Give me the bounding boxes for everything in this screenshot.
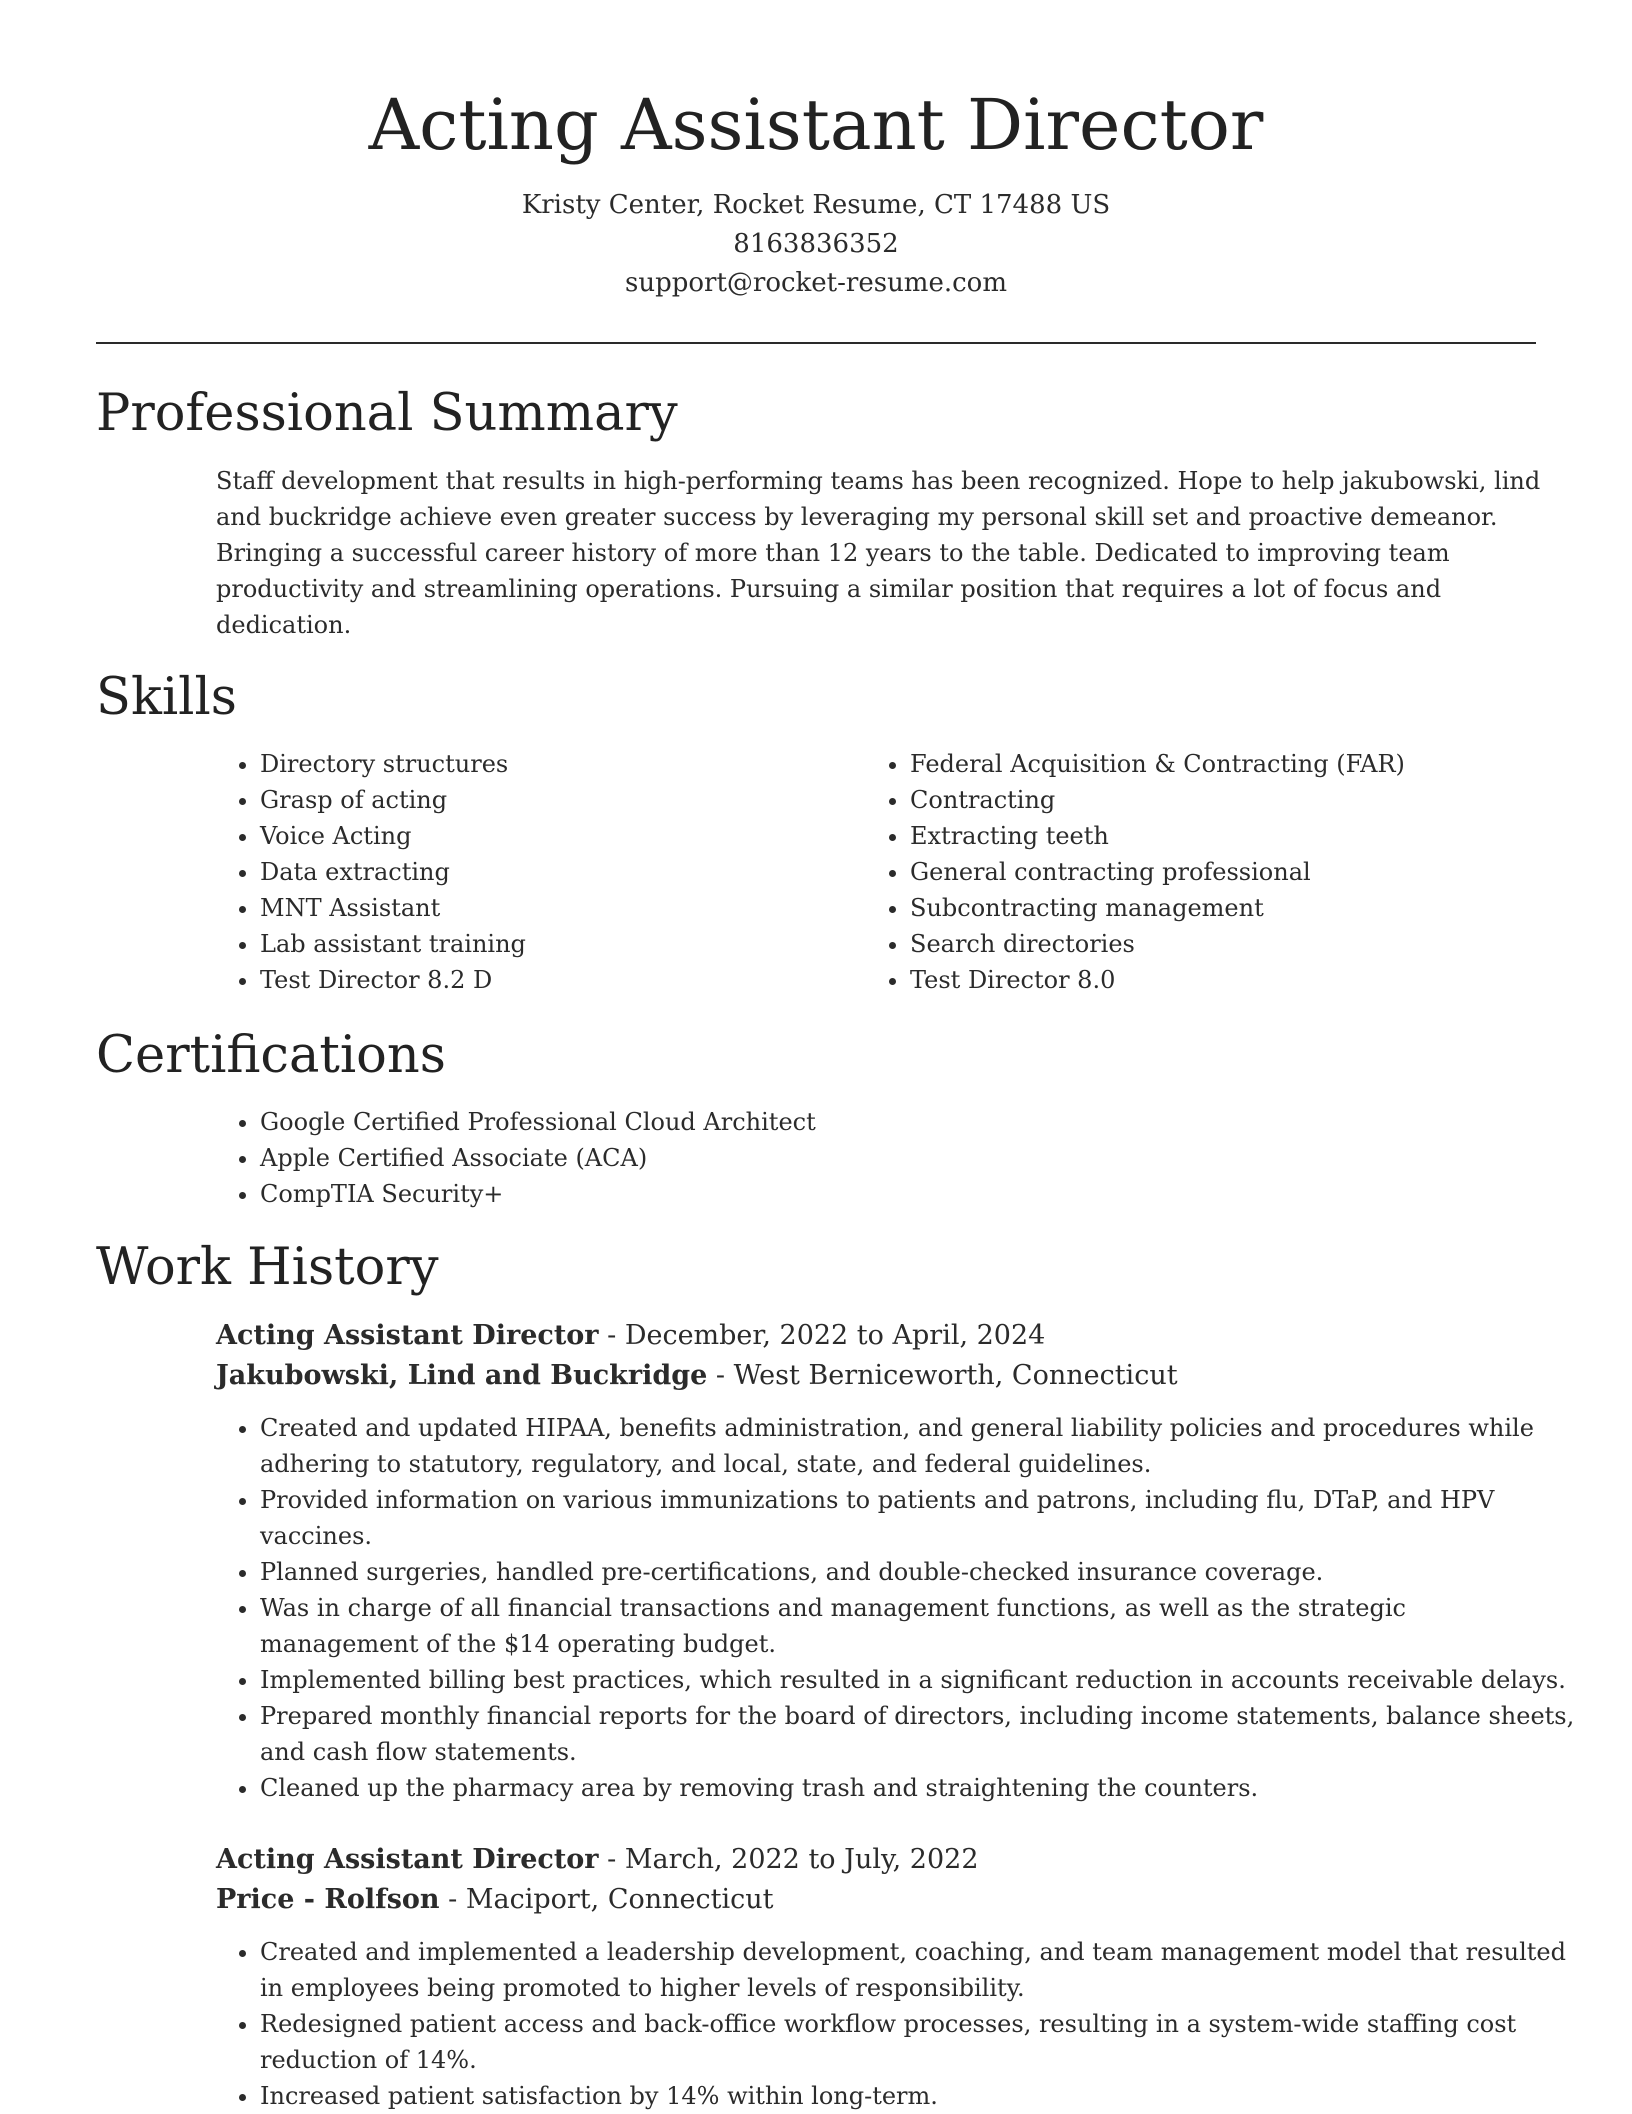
summary-text <box>216 463 1541 643</box>
job-title-line <box>216 1840 979 1880</box>
skills-list-right <box>866 746 1405 998</box>
job-company-line <box>216 1356 1178 1396</box>
summary-line: Bringing a successful career history of more than 12 years to the table. Dedicated to improving team <box>216 539 1450 567</box>
skill-item: • Subcontracting management <box>910 890 1405 926</box>
skills-heading: Skills <box>96 668 237 727</box>
job-company-line <box>216 1880 773 1920</box>
skill-item: • Contracting <box>910 782 1405 818</box>
skill-item: • Test Director 8.2 D <box>260 962 526 998</box>
job-dates: - December, 2022 to April, 2024 <box>598 1320 1046 1351</box>
skills-list-left <box>216 746 526 998</box>
job-location: - Maciport, Connecticut <box>439 1884 774 1915</box>
certifications-list <box>216 1104 816 1212</box>
contact-address: Kristy Center, Rocket Resume, CT 17488 US <box>521 190 1111 220</box>
job-role: Acting Assistant Director <box>216 1320 599 1351</box>
contact-phone: 8163836352 <box>733 229 899 259</box>
job-bullet: • Prepared monthly financial reports for the board of directors, including income statements, balance sheets, and cash flow statements. <box>260 1698 1580 1770</box>
skill-item: • MNT Assistant <box>260 890 526 926</box>
contact-email: support@rocket-resume.com <box>624 268 1007 298</box>
certification-item: • CompTIA Security+ <box>260 1176 816 1212</box>
work-history-heading: Work History <box>96 1238 439 1297</box>
skill-item: • General contracting professional <box>910 854 1405 890</box>
job-dates: - March, 2022 to July, 2022 <box>598 1844 979 1875</box>
job-title-line <box>216 1316 1045 1356</box>
job-location: - West Berniceworth, Connecticut <box>707 1360 1178 1391</box>
job-bullet: • Created and implemented a leadership development, coaching, and team management model that resulted in employees being promoted to higher levels of responsibility. <box>260 1934 1580 2006</box>
summary-heading: Professional Summary <box>96 384 678 443</box>
job-bullet: • Increased patient satisfaction by 14% within long-term. <box>260 2078 1580 2114</box>
job-bullet: • Was in charge of all financial transactions and management functions, as well as the strategic management of the $14 operating budget. <box>260 1590 1580 1662</box>
summary-line: productivity and streamlining operations. Pursuing a similar position that requires a lot of focus and <box>216 575 1442 603</box>
skill-item: • Federal Acquisition & Contracting (FAR) <box>910 746 1405 782</box>
skill-item: • Voice Acting <box>260 818 526 854</box>
certification-item: • Apple Certified Associate (ACA) <box>260 1140 816 1176</box>
job-company: Jakubowski, Lind and Buckridge <box>216 1360 708 1391</box>
header-divider <box>96 342 1536 344</box>
skill-item: • Lab assistant training <box>260 926 526 962</box>
skill-item: • Grasp of acting <box>260 782 526 818</box>
job-bullet: • Created and updated HIPAA, benefits administration, and general liability policies and procedures while adhering to statutory, regulatory, and local, state, and federal guidelines. <box>260 1410 1580 1482</box>
resume-header <box>96 80 1536 303</box>
job-bullets <box>216 1410 1580 1806</box>
candidate-name: Acting Assistant Director <box>368 84 1264 166</box>
job-bullet: • Redesigned patient access and back-office workflow processes, resulting in a system-wide staffing cost reduction of 14%. <box>260 2006 1580 2078</box>
contact-block <box>96 186 1536 303</box>
skill-item: • Data extracting <box>260 854 526 890</box>
skill-item: • Test Director 8.0 <box>910 962 1405 998</box>
summary-line: dedication. <box>216 611 352 639</box>
skill-item: • Directory structures <box>260 746 526 782</box>
job-company: Price - Rolfson <box>216 1884 440 1915</box>
skill-item: • Extracting teeth <box>910 818 1405 854</box>
job-bullets <box>216 1934 1580 2114</box>
job-bullet: • Cleaned up the pharmacy area by removing trash and straightening the counters. <box>260 1770 1580 1806</box>
job-role: Acting Assistant Director <box>216 1844 599 1875</box>
summary-line: and buckridge achieve even greater success by leveraging my personal skill set and proactive demeanor. <box>216 503 1498 531</box>
job-bullet: • Implemented billing best practices, which resulted in a significant reduction in accounts receivable delays. <box>260 1662 1580 1698</box>
certifications-heading: Certifications <box>96 1026 446 1085</box>
certification-item: • Google Certified Professional Cloud Architect <box>260 1104 816 1140</box>
summary-line: Staff development that results in high-performing teams has been recognized. Hope to help jakubowski, lind <box>216 467 1541 495</box>
skill-item: • Search directories <box>910 926 1405 962</box>
job-bullet: • Planned surgeries, handled pre-certifications, and double-checked insurance coverage. <box>260 1554 1580 1590</box>
job-bullet: • Provided information on various immunizations to patients and patrons, including flu, DTaP, and HPV vaccines. <box>260 1482 1580 1554</box>
